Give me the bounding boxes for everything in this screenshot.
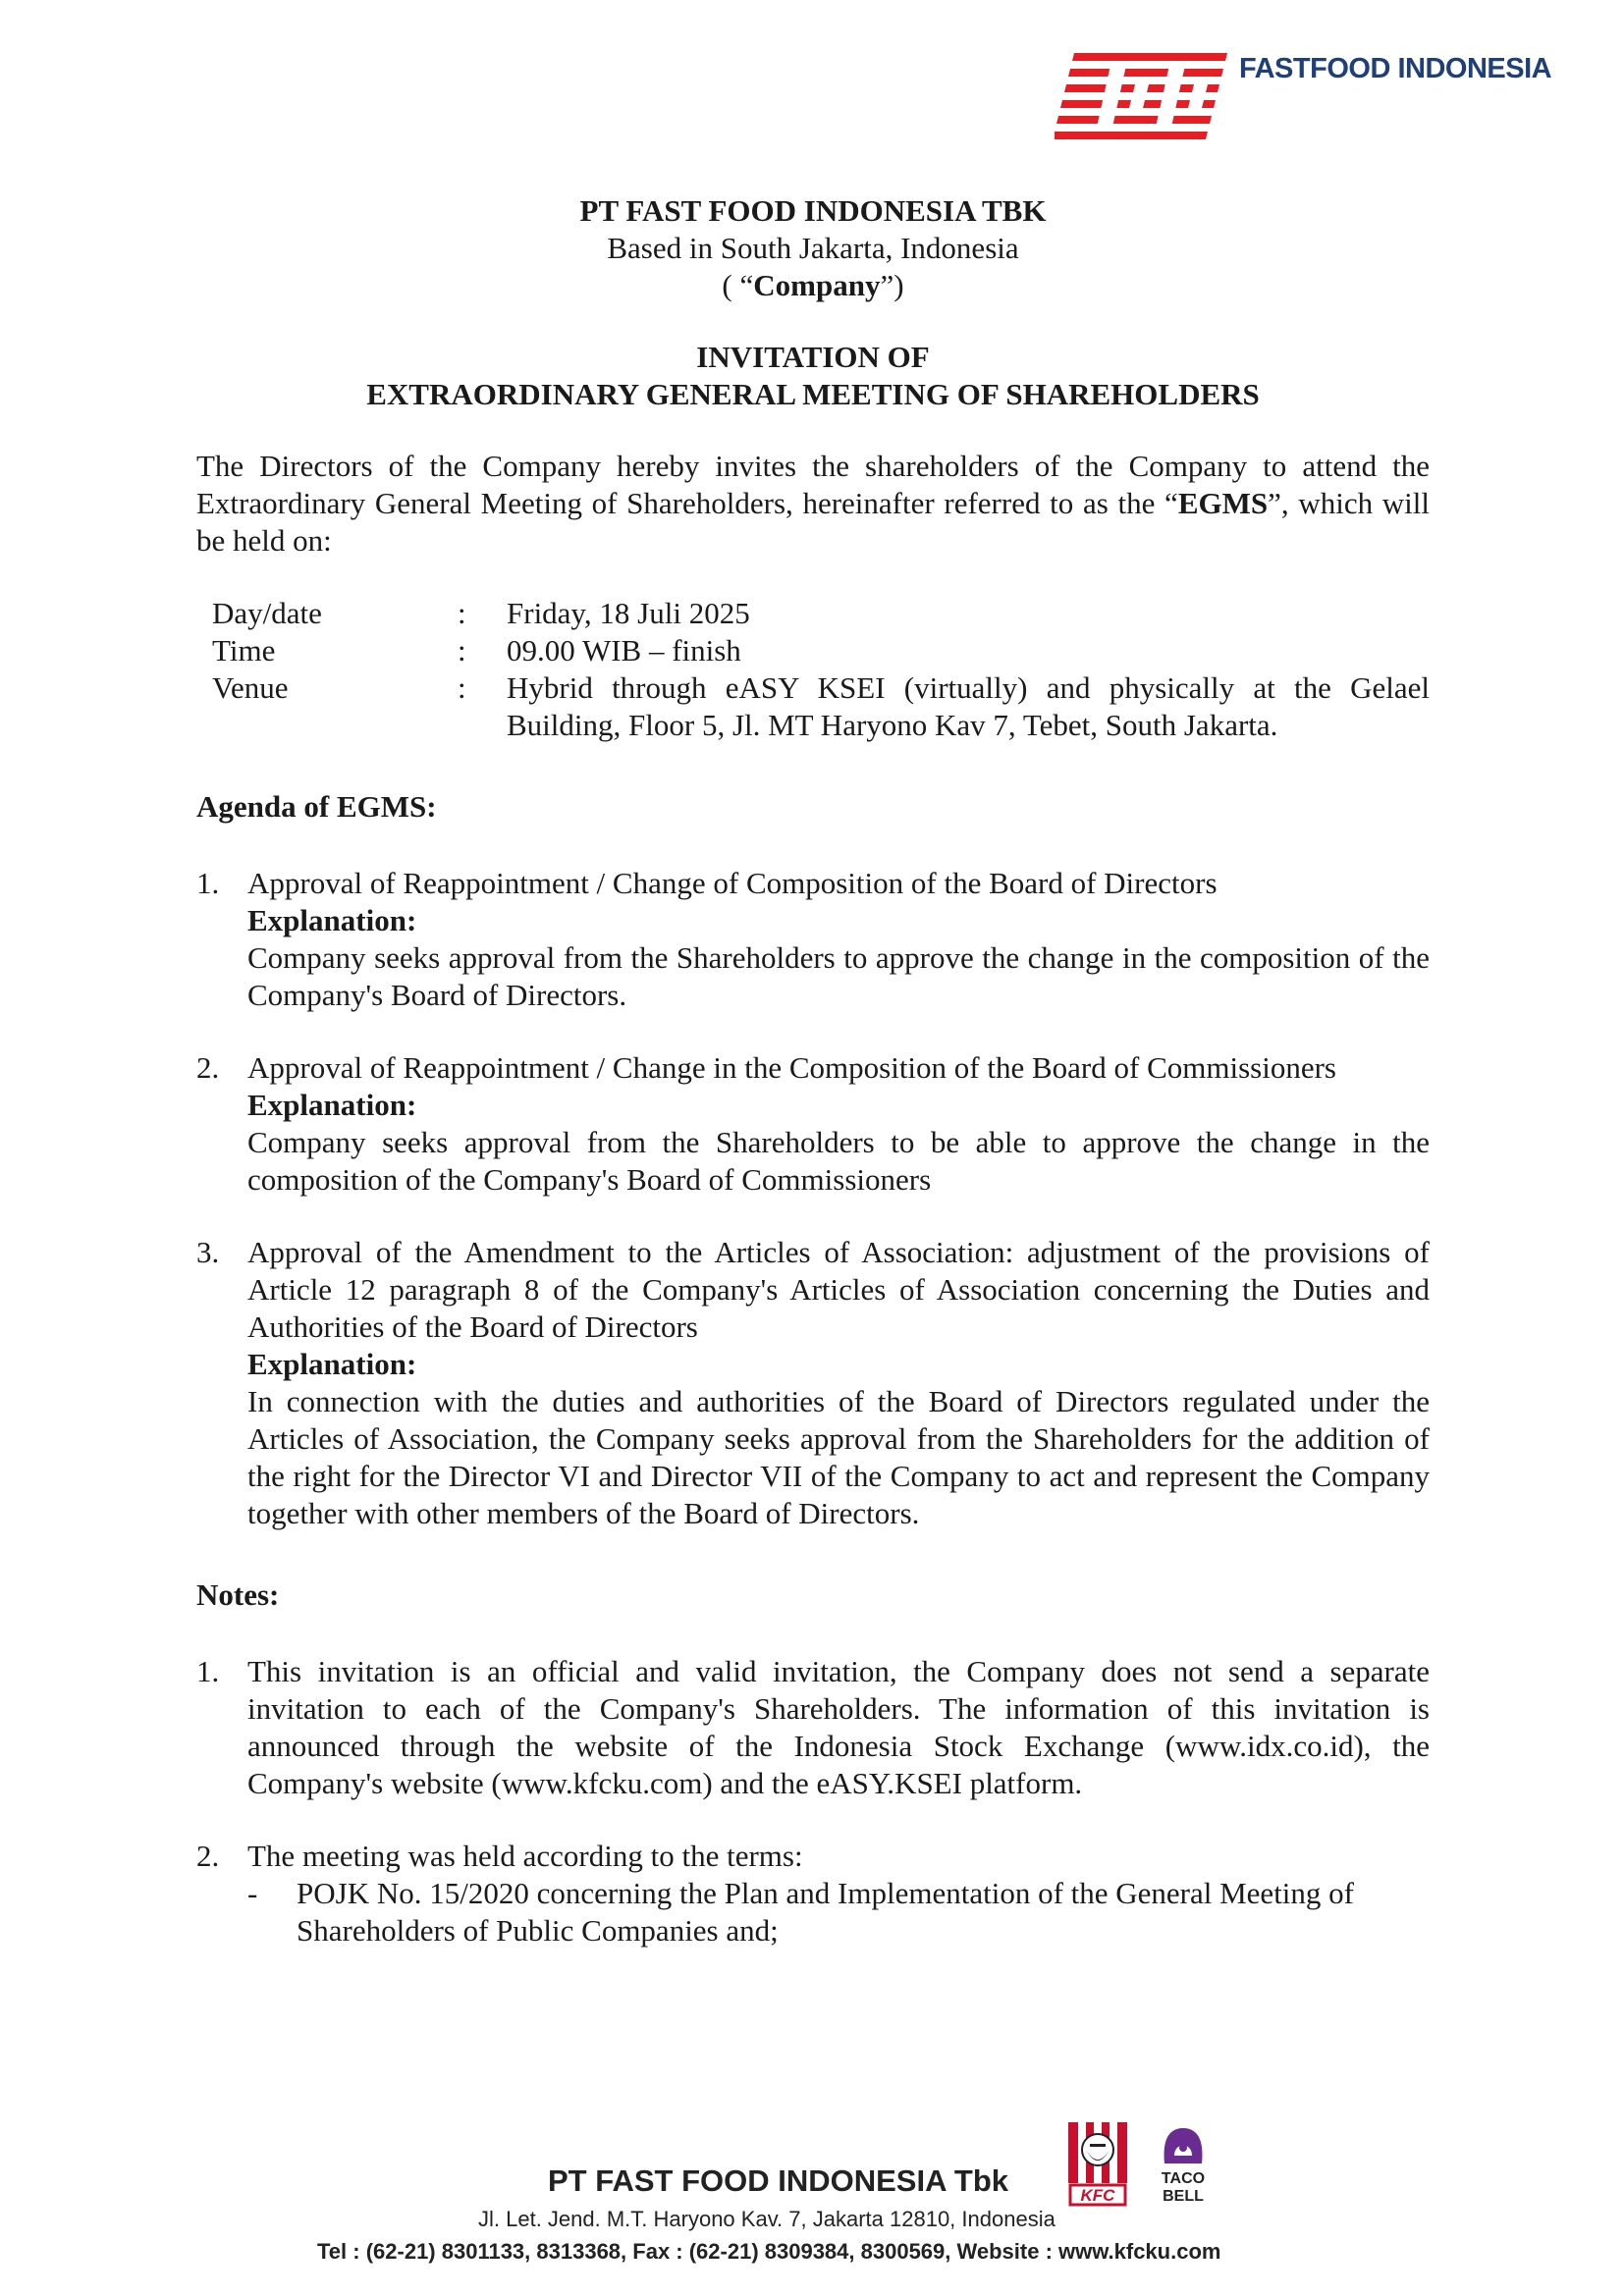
explanation-label: Explanation: <box>247 1088 417 1122</box>
sub-item-marker: - <box>247 1876 258 1910</box>
explanation-label: Explanation: <box>247 903 417 937</box>
taco-label-2: BELL <box>1163 2188 1204 2205</box>
agenda-number: 1. <box>196 866 220 900</box>
agenda-item <box>196 1049 1430 1199</box>
agenda-item-body <box>247 1049 1430 1199</box>
defined-close: ”) <box>880 268 904 302</box>
defined-open: ( “ <box>722 268 754 302</box>
note-text: The meeting was held according to the terms: <box>247 1839 803 1873</box>
schedule-value: Friday, 18 Juli 2025 <box>507 596 750 630</box>
note-number: 1. <box>196 1654 220 1688</box>
meeting-title-line2: EXTRAORDINARY GENERAL MEETING OF SHAREHOLDERS <box>366 377 1260 411</box>
footer-company-name: PT FAST FOOD INDONESIA Tbk <box>548 2163 1009 2198</box>
based-in: Based in South Jakarta, Indonesia <box>607 231 1019 265</box>
footer-address: Jl. Let. Jend. M.T. Haryono Kav. 7, Jakarta 12810, Indonesia <box>478 2207 1056 2231</box>
defined-term: Company <box>753 268 881 302</box>
note-number: 2. <box>196 1839 220 1873</box>
schedule-colon: : <box>458 670 466 705</box>
agenda-item-body <box>247 865 1430 1014</box>
schedule-value: 09.00 WIB – finish <box>507 633 741 667</box>
taco-bell-logo-icon <box>1153 2126 1214 2207</box>
schedule-colon: : <box>458 596 466 630</box>
agenda-title: Approval of the Amendment to the Articles of Association: adjustment of the provisions of Article 12 paragraph 8 of the Company's Articles of Association concerning the Duties and Authorities of the Board of Directors <box>247 1235 1430 1344</box>
intro-paragraph <box>196 448 1430 560</box>
company-name: PT FAST FOOD INDONESIA TBK <box>579 193 1047 228</box>
schedule-row-venue <box>212 669 1430 744</box>
agenda-title: Approval of Reappointment / Change of Composition of the Board of Directors <box>247 866 1218 900</box>
meeting-title-line1: INVITATION OF <box>696 340 930 374</box>
agenda-number: 2. <box>196 1050 220 1085</box>
agenda-explanation: Company seeks approval from the Shareholders to approve the change in the composition of the Company's Board of Directors. <box>247 940 1430 1012</box>
schedule-label: Venue <box>212 670 289 705</box>
agenda-item <box>196 1234 1430 1532</box>
fastfood-logo-mark-icon <box>1055 47 1227 141</box>
intro-text-before: The Directors of the Company hereby invites the shareholders of the Company to attend the Extraordinary General Meeting of Shareholders, hereinafter referred to as the “ <box>196 449 1430 520</box>
agenda-number: 3. <box>196 1235 220 1269</box>
agenda-explanation: In connection with the duties and authorities of the Board of Directors regulated under the Articles of Association, the Company seeks approval from the Shareholders for the addition of the right for the Director VI and Director VII of the Company to act and represent the Company together with other members of the Board of Directors. <box>247 1384 1430 1530</box>
intro-abbrev: EGMS <box>1177 486 1269 520</box>
agenda-heading: Agenda of EGMS: <box>196 789 437 824</box>
agenda-explanation: Company seeks approval from the Shareholders to be able to approve the change in the composition of the Company's Board of Commissioners <box>247 1125 1430 1197</box>
schedule-value: Hybrid through eASY KSEI (virtually) and physically at the Gelael Building, Floor 5, Jl. MT Haryono Kav 7, Tebet, South Jakarta. <box>507 670 1430 742</box>
note-sub-item <box>247 1875 1430 1949</box>
explanation-label: Explanation: <box>247 1347 417 1381</box>
footer-contact: Tel : (62-21) 8301133, 8313368, Fax : (62-21) 8309384, 8300569, Website : www.kfcku.com <box>317 2239 1221 2264</box>
note-item-body <box>247 1838 1430 1949</box>
taco-label-1: TACO <box>1161 2170 1206 2187</box>
agenda-item <box>196 865 1430 1014</box>
schedule-label: Time <box>212 633 276 667</box>
note-text: This invitation is an official and valid invitation, the Company does not send a separate invitation to each of the Company's Shareholders. The information of this invitation is announced through the website of the Indonesia Stock Exchange (www.idx.co.id), the Company's website (www.kfcku.com) and the eASY.KSEI platform. <box>247 1654 1430 1800</box>
defined-term-line <box>196 267 1430 304</box>
schedule-colon: : <box>458 633 466 667</box>
kfc-label: KFC <box>1080 2186 1115 2205</box>
note-item <box>196 1653 1430 1802</box>
schedule-row-time <box>212 632 1430 669</box>
intro-text-after: ”, which will be held on: <box>196 486 1430 558</box>
agenda-item-body <box>247 1234 1430 1532</box>
schedule-row-date <box>212 595 1430 632</box>
company-logo <box>1055 43 1579 141</box>
notes-heading: Notes: <box>196 1577 280 1612</box>
kfc-logo-icon <box>1068 2122 1127 2207</box>
title-block <box>196 192 1430 413</box>
meeting-schedule <box>212 595 1430 744</box>
schedule-label: Day/date <box>212 596 322 630</box>
sub-item-text: POJK No. 15/2020 concerning the Plan and Implementation of the General Meeting of Shareholders of Public Companies and; <box>297 1876 1354 1948</box>
document-body <box>196 192 1430 1949</box>
agenda-title: Approval of Reappointment / Change in the Composition of the Board of Commissioners <box>247 1050 1336 1085</box>
logo-wordmark: FASTFOOD INDONESIA <box>1239 53 1552 84</box>
note-item <box>196 1838 1430 1949</box>
